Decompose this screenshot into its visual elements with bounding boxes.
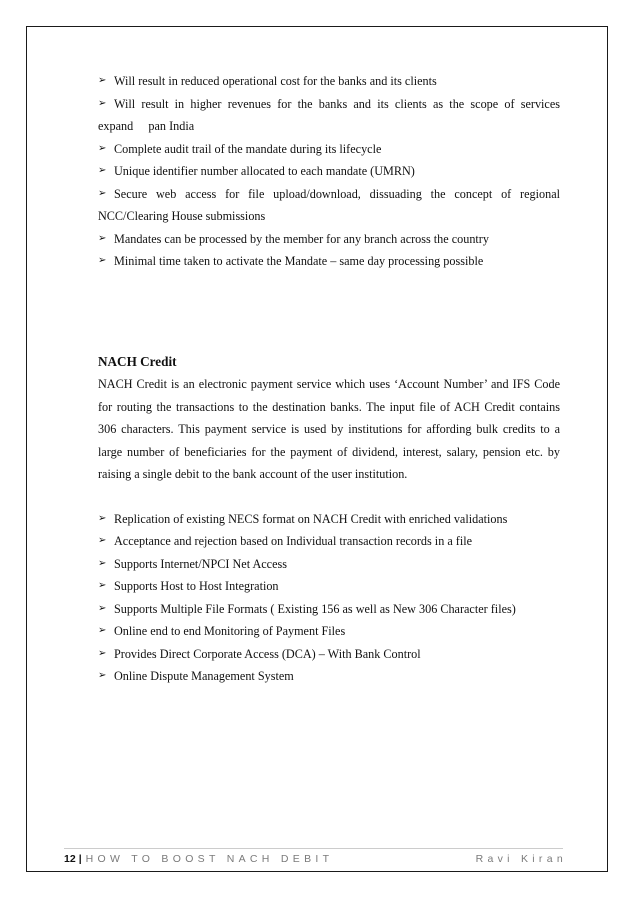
- arrow-bullet-icon: ➢: [98, 187, 107, 199]
- list-item-text: Online Dispute Management System: [114, 669, 294, 683]
- arrow-bullet-icon: ➢: [98, 255, 107, 266]
- list-item-text: Unique identifier number allocated to each mandate (UMRN): [114, 164, 415, 178]
- list-item: [98, 70, 560, 93]
- arrow-bullet-icon: ➢: [98, 97, 107, 109]
- arrow-bullet-icon: ➢: [98, 512, 107, 524]
- list-item: [98, 598, 560, 621]
- arrow-bullet-icon: ➢: [98, 142, 107, 154]
- arrow-bullet-icon: ➢: [98, 602, 107, 614]
- list-item: [98, 138, 560, 161]
- list-item-continuation: NCC/Clearing House submissions: [98, 209, 266, 223]
- list-item: [98, 508, 560, 531]
- list-item-text: Supports Multiple File Formats ( Existing 156 as well as New 306 Character files): [114, 601, 516, 616]
- list-item: [98, 665, 560, 688]
- section-gap: [98, 273, 560, 351]
- list-item-text: Replication of existing NECS format on NACH Credit with enriched validations: [114, 511, 508, 526]
- arrow-bullet-icon: ➢: [98, 232, 107, 244]
- section-heading: NACH Credit: [98, 353, 177, 369]
- list-item: [98, 160, 560, 183]
- list-item-text: Will result in higher revenues for the banks and its clients as the scope of services: [114, 96, 560, 111]
- list-item: [98, 93, 560, 116]
- arrow-bullet-icon: ➢: [98, 75, 107, 86]
- arrow-bullet-icon: ➢: [98, 580, 107, 591]
- list-item-text: Acceptance and rejection based on Individual transaction records in a file: [114, 534, 473, 548]
- list-item-text: Mandates can be processed by the member for any branch across the country: [114, 231, 489, 246]
- author-name: Ravi Kiran: [475, 853, 567, 865]
- paragraph-gap: [98, 486, 560, 508]
- list-item-text: Will result in reduced operational cost for the banks and its clients: [114, 74, 437, 88]
- footer-separator: |: [78, 853, 82, 865]
- arrow-bullet-icon: ➢: [98, 625, 107, 636]
- list-item: [98, 620, 560, 643]
- list-item-text: Online end to end Monitoring of Payment Files: [114, 624, 346, 638]
- arrow-bullet-icon: ➢: [98, 647, 107, 659]
- arrow-bullet-icon: ➢: [98, 670, 107, 681]
- list-item: [98, 553, 560, 576]
- list-item: [98, 250, 560, 273]
- list-item-text: Supports Internet/NPCI Net Access: [114, 556, 287, 571]
- list-item: [98, 643, 560, 666]
- arrow-bullet-icon: ➢: [98, 165, 107, 176]
- page-number: 12: [64, 853, 76, 865]
- list-item: [98, 530, 560, 553]
- section-paragraph: NACH Credit is an electronic payment service which uses ‘Account Number’ and IFS Code for routing the transactions to the destination banks. The input file of ACH Credit contains 306 characters. This payment service is used by institutions for affording bulk credits to a large number of beneficiaries for the payment of dividend, interest, salary, pension etc. by raising a single debit to the bank account of the user institution.: [98, 377, 560, 481]
- list-item: [98, 575, 560, 598]
- document-title: HOW TO BOOST NACH DEBIT: [85, 853, 334, 865]
- list-item-text: Supports Host to Host Integration: [114, 579, 279, 593]
- page-footer: [64, 853, 567, 865]
- list-item-text: Provides Direct Corporate Access (DCA) – With Bank Control: [114, 646, 421, 661]
- list-item: [98, 228, 560, 251]
- footer-divider: [64, 848, 563, 849]
- arrow-bullet-icon: ➢: [98, 557, 107, 569]
- list-item-text: Minimal time taken to activate the Mandate – same day processing possible: [114, 254, 484, 268]
- list-item-continuation: expand pan India: [98, 119, 195, 133]
- page-content: [98, 70, 560, 688]
- list-item: [98, 183, 560, 206]
- list-item-text: Secure web access for file upload/download, dissuading the concept of regional: [114, 186, 560, 201]
- arrow-bullet-icon: ➢: [98, 535, 107, 546]
- list-item-text: Complete audit trail of the mandate during its lifecycle: [114, 141, 382, 156]
